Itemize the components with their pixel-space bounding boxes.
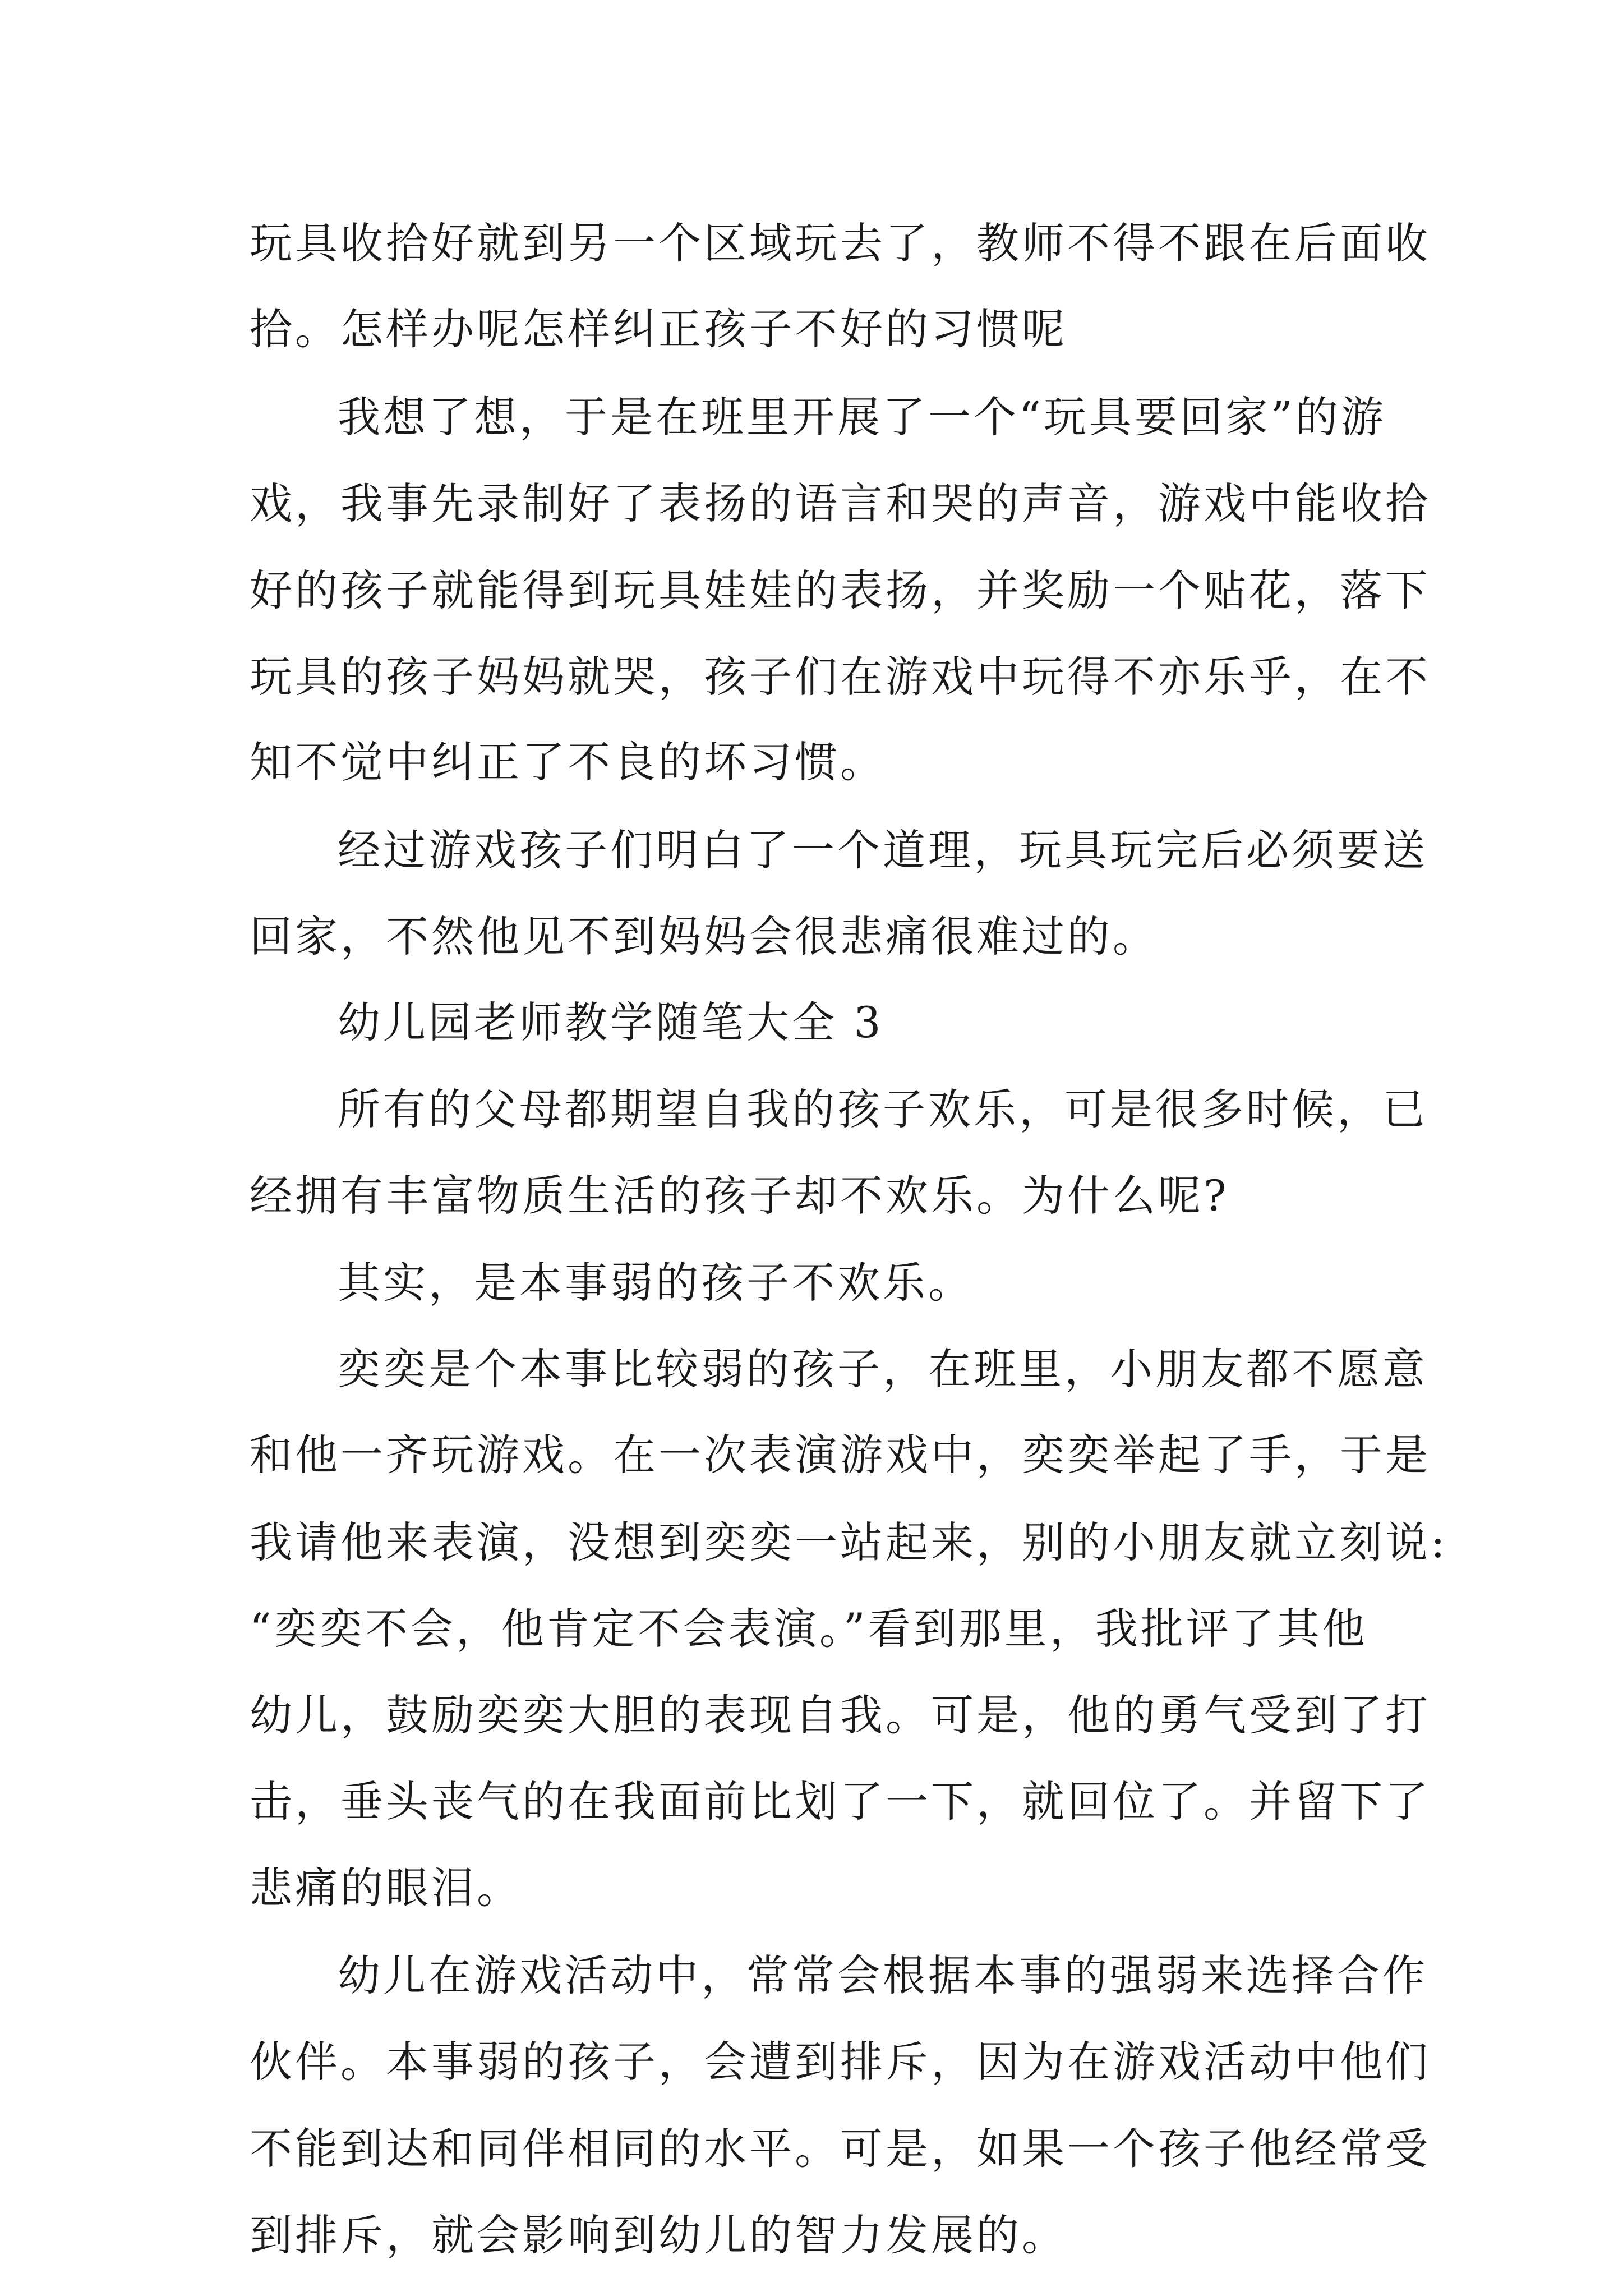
text-line [0, 559, 1623, 622]
line-text: 不能到达和同伴相同的水平。可是，如果一个孩子他经常受 [250, 2124, 1431, 2174]
text-line [0, 1598, 1623, 1660]
text-line [0, 1511, 1623, 1574]
text-line [0, 2118, 1623, 2180]
text-line [0, 1338, 1623, 1401]
line-text: 玩具的孩子妈妈就哭，孩子们在游戏中玩得不亦乐乎，在不 [250, 652, 1431, 702]
line-text: 悲痛的眼泪。 [250, 1863, 522, 1913]
line-text: 伙伴。本事弱的孩子，会遭到排斥，因为在游戏活动中他们 [250, 2037, 1431, 2087]
text-line [0, 2031, 1623, 2093]
text-line [0, 731, 1623, 794]
line-text: 幼儿，鼓励奕奕大胆的表现自我。可是，他的勇气受到了打 [250, 1690, 1431, 1740]
line-text: 回家，不然他见不到妈妈会很悲痛很难过的。 [250, 912, 1158, 961]
heading-text: 幼儿园老师教学随笔大全 3 [338, 997, 884, 1047]
text-line [0, 1944, 1623, 2007]
line-text: 击，垂头丧气的在我面前比划了一下，就回位了。并留下了 [250, 1777, 1431, 1826]
line-text: “奕奕不会，他肯定不会表演。”看到那里，我批评了其他 [250, 1604, 1368, 1654]
line-text: 我想了想，于是在班里开展了一个“玩具要回家”的游 [338, 392, 1386, 442]
section-heading [0, 991, 1623, 1054]
line-text: 经过游戏孩子们明白了一个道理，玩具玩完后必须要送 [338, 825, 1428, 875]
line-text: 经拥有丰富物质生活的孩子却不欢乐。为什么呢? [250, 1171, 1229, 1221]
line-text: 其实，是本事弱的孩子不欢乐。 [338, 1258, 974, 1308]
text-line [0, 905, 1623, 968]
text-line [0, 472, 1623, 535]
text-line [0, 1684, 1623, 1747]
line-text: 玩具收拾好就到另一个区域玩去了，教师不得不跟在后面收 [250, 218, 1431, 268]
text-line [0, 1770, 1623, 1833]
line-text: 和他一齐玩游戏。在一次表演游戏中，奕奕举起了手，于是 [250, 1430, 1431, 1480]
line-text: 知不觉中纠正了不良的坏习惯。 [250, 737, 886, 787]
line-text: 戏，我事先录制好了表扬的语言和哭的声音，游戏中能收拾 [250, 478, 1431, 528]
text-line [0, 386, 1623, 449]
line-text: 到排斥，就会影响到幼儿的智力发展的。 [250, 2210, 1067, 2260]
text-line [0, 1857, 1623, 1920]
text-line [0, 646, 1623, 708]
line-text: 好的孩子就能得到玩具娃娃的表扬，并奖励一个贴花，落下 [250, 565, 1431, 615]
line-text: 奕奕是个本事比较弱的孩子，在班里，小朋友都不愿意 [338, 1344, 1428, 1394]
line-text: 所有的父母都期望自我的孩子欢乐，可是很多时候，已 [338, 1084, 1428, 1134]
text-line [0, 298, 1623, 361]
text-line [0, 1165, 1623, 1227]
text-line [0, 1078, 1623, 1141]
line-text: 我请他来表演，没想到奕奕一站起来，别的小朋友就立刻说: [250, 1517, 1448, 1567]
text-line [0, 212, 1623, 275]
text-line [0, 1251, 1623, 1314]
line-text: 幼儿在游戏活动中，常常会根据本事的强弱来选择合作 [338, 1950, 1428, 2000]
text-line [0, 819, 1623, 882]
line-text: 拾。怎样办呢怎样纠正孩子不好的习惯呢 [250, 304, 1067, 354]
text-line [0, 2204, 1623, 2267]
text-line [0, 1424, 1623, 1487]
